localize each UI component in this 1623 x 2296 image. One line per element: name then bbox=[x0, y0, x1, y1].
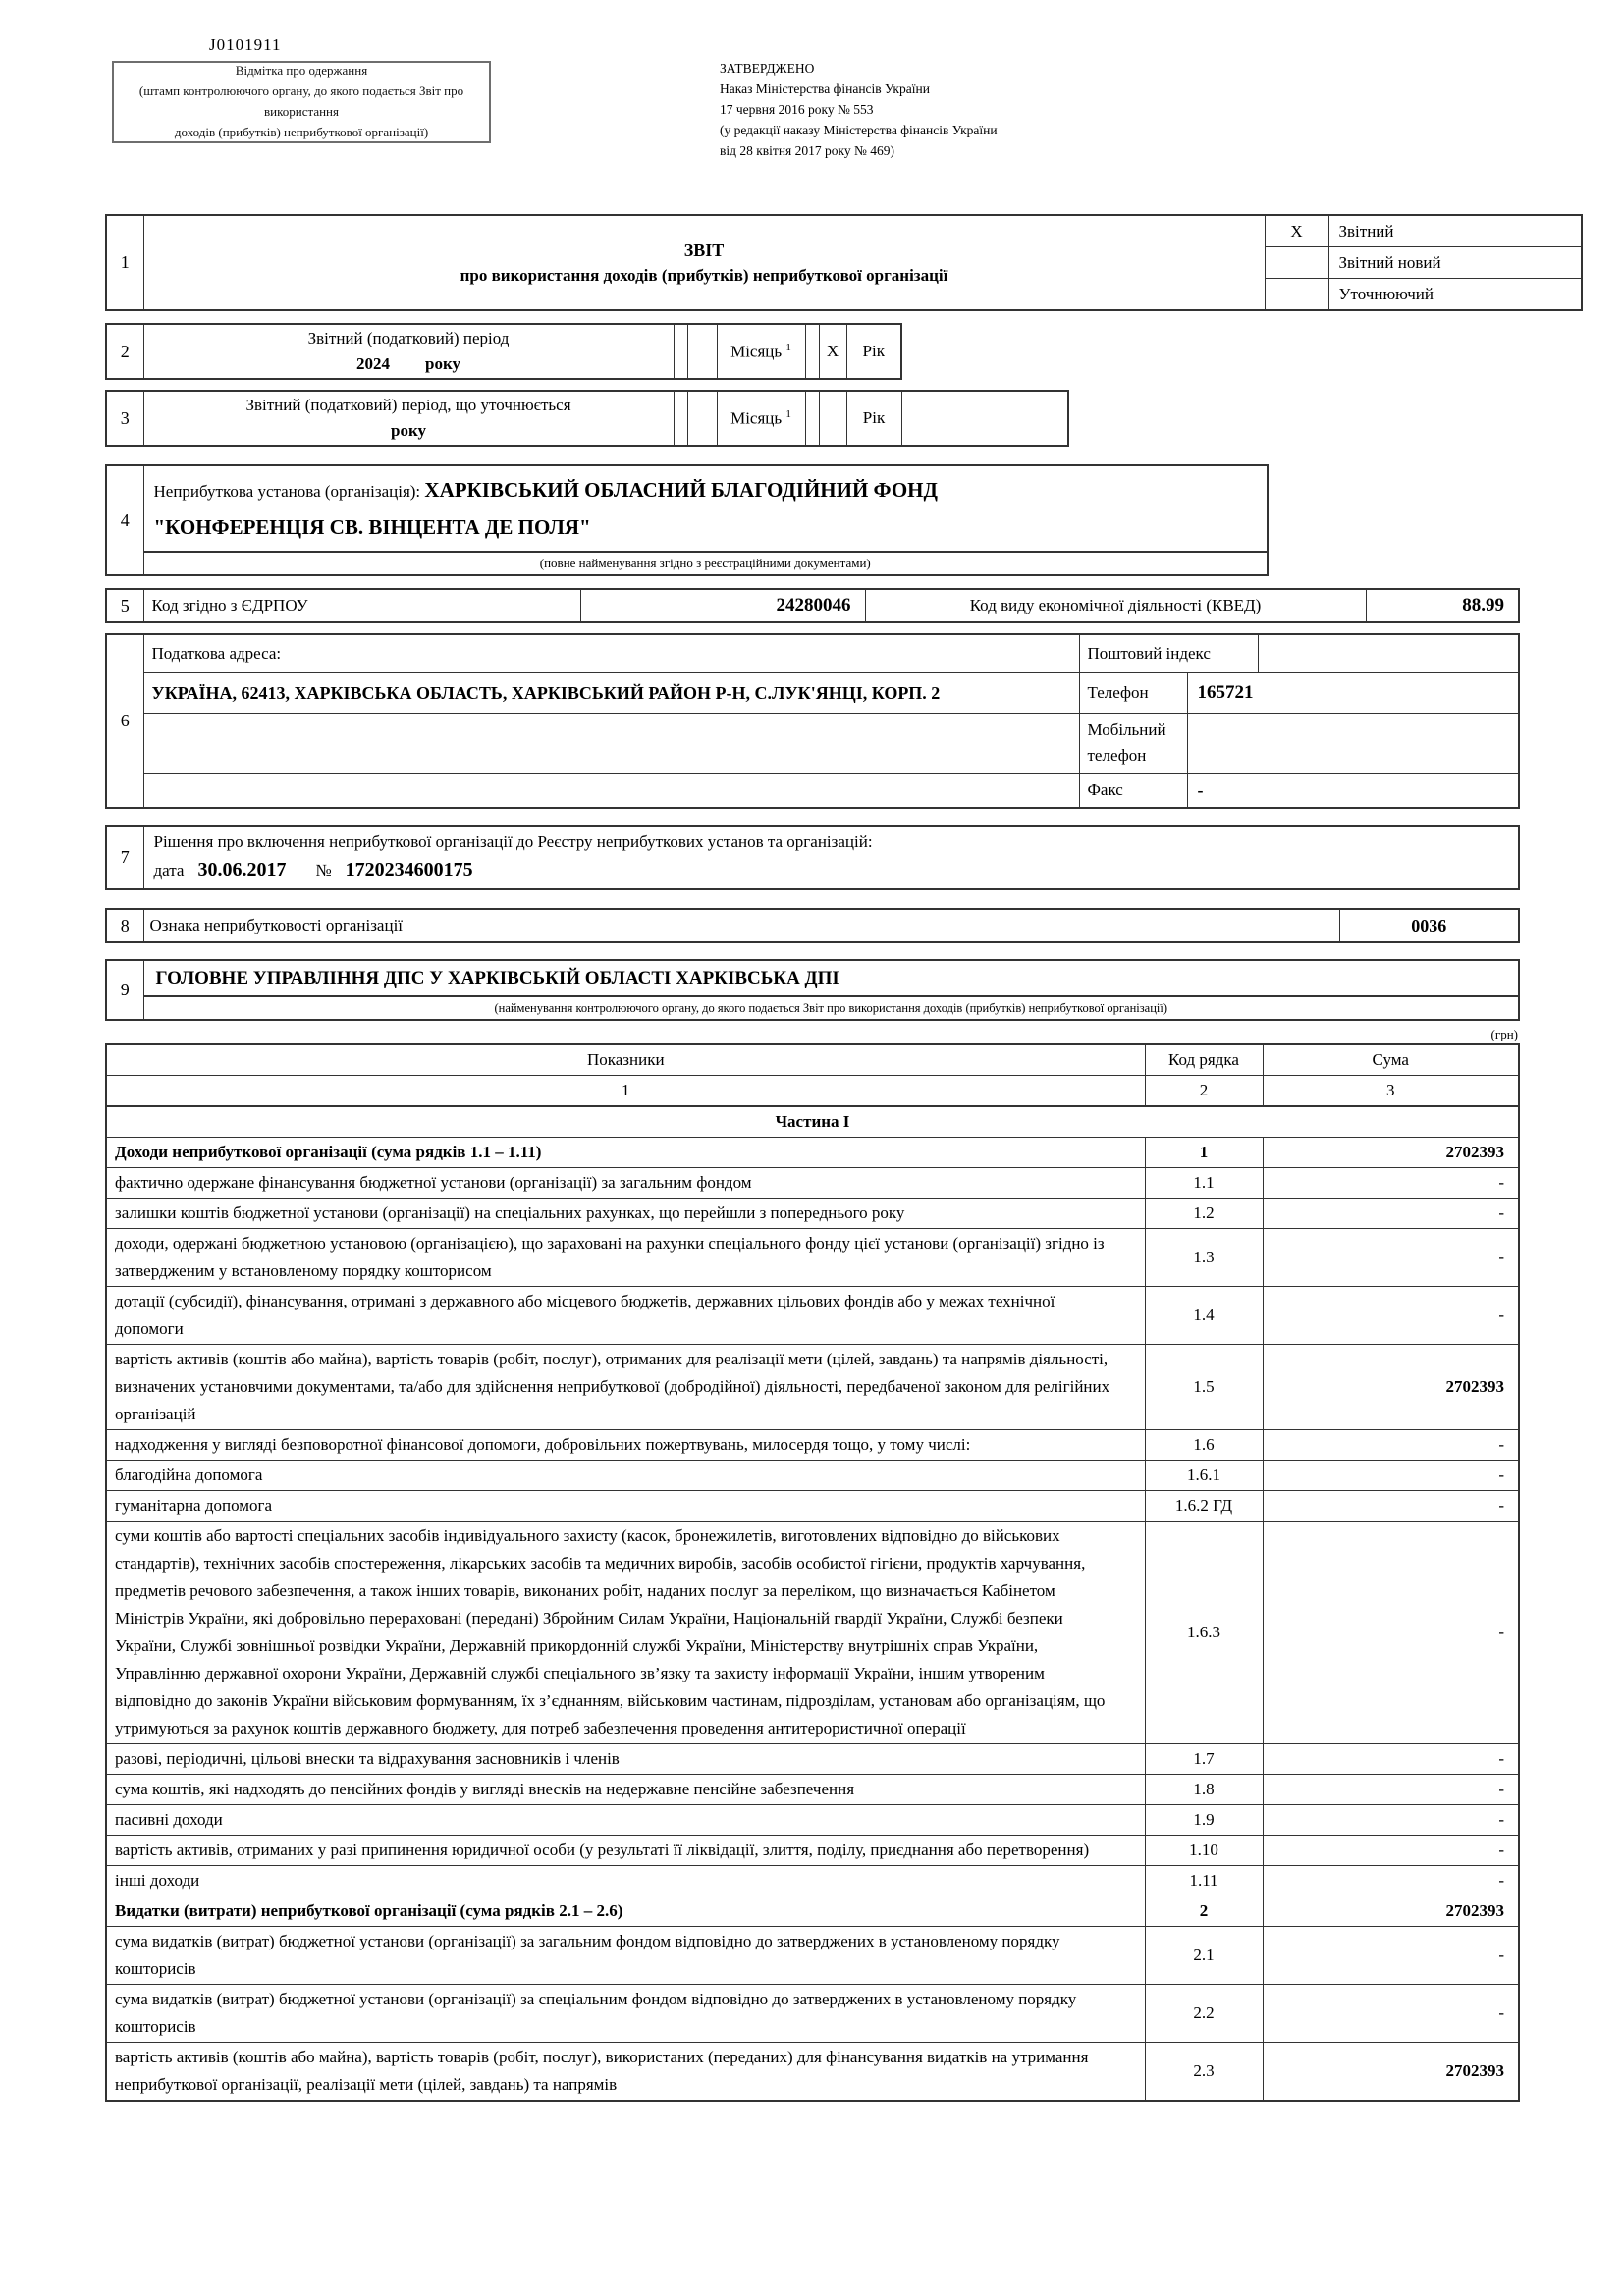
row-sum: - bbox=[1263, 1927, 1519, 1985]
period-year-value: 2024 bbox=[355, 354, 390, 373]
row-indicator-text: Видатки (витрати) неприбуткової організації (сума рядків 2.1 – 2.6) bbox=[106, 1896, 1145, 1927]
row-indicator-text: доходи, одержані бюджетною установою (організацією), що зараховані на рахунки спеціального фонду цієї установи (організації) згідно із затвердженим у встановленому порядку кошторисом bbox=[106, 1229, 1145, 1287]
row-code: 1.6.3 bbox=[1145, 1522, 1263, 1744]
row-code: 1.9 bbox=[1145, 1805, 1263, 1836]
row-sum: - bbox=[1263, 1805, 1519, 1836]
tax-address-label: Податкова адреса: bbox=[143, 634, 1079, 673]
empty-cell bbox=[143, 714, 1079, 774]
row-code: 1.8 bbox=[1145, 1775, 1263, 1805]
period-year-word: року bbox=[390, 421, 426, 440]
table-row bbox=[106, 1775, 1519, 1805]
part-title-row bbox=[106, 1106, 1519, 1138]
table-row bbox=[106, 1287, 1519, 1345]
row-indicator-text: Доходи неприбуткової організації (сума рядків 1.1 – 1.11) bbox=[106, 1138, 1145, 1168]
checkbox-zvitnyi-novyi bbox=[1265, 247, 1328, 279]
month-label: Місяць bbox=[730, 408, 783, 428]
row-sum: - bbox=[1263, 1775, 1519, 1805]
registry-number-value: 1720234600175 bbox=[345, 859, 473, 881]
section-5-codes bbox=[105, 588, 1520, 623]
approved-line: 17 червня 2016 року № 553 bbox=[720, 101, 874, 117]
table-row bbox=[106, 1199, 1519, 1229]
form-content bbox=[105, 214, 1588, 2102]
row-code: 2.2 bbox=[1145, 1985, 1263, 2043]
period-label-cell bbox=[143, 391, 674, 446]
controlling-authority-caption: (найменування контролюючого органу, до якого подається Звіт про використання доходів (прибутків) неприбуткової організації) bbox=[144, 995, 1519, 1019]
organization-name-cell bbox=[143, 465, 1268, 575]
form-code: J0101911 bbox=[209, 35, 282, 54]
row-code: 1.6.2 ГД bbox=[1145, 1491, 1263, 1522]
row-indicator-text: сума видатків (витрат) бюджетної установи (організації) за спеціальним фондом відповідно до затверджених в установленому порядку кошторисів bbox=[106, 1985, 1145, 2043]
stamp-line: Відмітка про одержання bbox=[235, 63, 368, 79]
mobile-phone-value bbox=[1187, 714, 1519, 774]
period-label: Звітний (податковий) період bbox=[307, 329, 510, 347]
row-code: 1.10 bbox=[1145, 1836, 1263, 1866]
stamp-line: доходів (прибутків) неприбуткової організації) bbox=[174, 124, 429, 139]
registry-decision-values bbox=[154, 855, 1509, 885]
checkbox-zvitnyi: X bbox=[1265, 215, 1328, 247]
table-row bbox=[106, 1836, 1519, 1866]
period-year-line bbox=[150, 418, 668, 444]
row-indicator-text: вартість активів, отриманих у разі припинення юридичної особи (у результаті її ліквідації, злиття, поділу, приєднання або перетворення) bbox=[106, 1836, 1145, 1866]
report-title-cell bbox=[143, 215, 1265, 310]
fax-value: - bbox=[1187, 774, 1519, 809]
year-label: Рік bbox=[846, 391, 901, 446]
column-number: 3 bbox=[1263, 1076, 1519, 1107]
row-indicator-text: суми коштів або вартості спеціальних засобів індивідуального захисту (касок, бронежилетів, виготовлених відповідно до військових стандартів), технічних засобів спостереження, лікарських засобів та медичних виробів, засобів особистої гігієни, продуктів харчування, предметів речового забезпечення, а також інших товарів, виконаних робіт, наданих послуг за переліком, що визначається Кабінетом Міністрів України, які добровільно перераховані (передані) Збройним Силам України, Національній гвардії України, Службі безпеки України, Службі зовнішньої розвідки України, Державній прикордонній службі України, Міністерству внутрішніх справ України, Управлінню державної охорони України, Державній службі спеціального зв’язку та захисту інформації України, іншим утвореним відповідно до законів України військовим формуванням, їх з’єднанням, військовим частинам, підрозділам, установам або організаціям, що утримуються за рахунок коштів державного бюджету, для потреб забезпечення проведення антитерористичної операції bbox=[106, 1522, 1145, 1744]
month-label-cell bbox=[717, 324, 805, 379]
section-number: 4 bbox=[106, 465, 143, 575]
row-indicator-text: вартість активів (коштів або майна), вартість товарів (робіт, послуг), використаних (переданих) для фінансування видатків на утримання неприбуткової організації, реалізації мети (цілей, завдань) та напрямів bbox=[106, 2043, 1145, 2102]
row-indicator-text: разові, періодичні, цільові внески та відрахування засновників і членів bbox=[106, 1744, 1145, 1775]
column-number: 2 bbox=[1145, 1076, 1263, 1107]
row-code: 1.11 bbox=[1145, 1866, 1263, 1896]
row-code: 1.2 bbox=[1145, 1199, 1263, 1229]
period-year-line bbox=[150, 351, 668, 377]
month-digit-box bbox=[674, 324, 687, 379]
section-2-reporting-period bbox=[105, 323, 902, 380]
postal-index-value bbox=[1258, 634, 1519, 673]
row-code: 1.7 bbox=[1145, 1744, 1263, 1775]
table-row bbox=[106, 1168, 1519, 1199]
month-label-cell bbox=[717, 391, 805, 446]
row-indicator-text: надходження у вигляді безповоротної фінансової допомоги, добровільних пожертвувань, милосердя тощо, у тому числі: bbox=[106, 1430, 1145, 1461]
kved-label: Код виду економічної діяльності (КВЕД) bbox=[865, 589, 1366, 622]
kved-value: 88.99 bbox=[1366, 589, 1519, 622]
section-number: 7 bbox=[106, 826, 143, 889]
row-code: 1.5 bbox=[1145, 1345, 1263, 1430]
registry-decision-cell bbox=[143, 826, 1519, 889]
section-4-organization-name bbox=[105, 464, 1269, 576]
row-sum: 2702393 bbox=[1263, 2043, 1519, 2102]
row-indicator-text: дотації (субсидії), фінансування, отримані з державного або місцевого бюджетів, державних цільових фондів або у межах технічної допомоги bbox=[106, 1287, 1145, 1345]
organization-name-line bbox=[144, 466, 979, 551]
spacer-box bbox=[805, 324, 819, 379]
row-sum: - bbox=[1263, 1168, 1519, 1199]
report-table-body bbox=[106, 1044, 1519, 2101]
edrpou-value: 24280046 bbox=[580, 589, 865, 622]
row-sum: - bbox=[1263, 1836, 1519, 1866]
row-code: 1.6 bbox=[1145, 1430, 1263, 1461]
row-code: 2.1 bbox=[1145, 1927, 1263, 1985]
section-number: 5 bbox=[106, 589, 143, 622]
organization-name-caption: (повне найменування згідно з реєстраційними документами) bbox=[144, 551, 1268, 574]
approved-line: ЗАТВЕРДЖЕНО bbox=[720, 61, 815, 76]
registry-decision-label: Рішення про включення неприбуткової організації до Реєстру неприбуткових установ та організацій: bbox=[153, 832, 873, 851]
controlling-authority-name: ГОЛОВНЕ УПРАВЛІННЯ ДПС У ХАРКІВСЬКІЙ ОБЛАСТІ ХАРКІВСЬКА ДПІ bbox=[155, 968, 839, 988]
section-7-registry-decision bbox=[105, 825, 1520, 890]
organization-name: ХАРКІВСЬКИЙ ОБЛАСНИЙ БЛАГОДІЙНИЙ ФОНД "КОНФЕРЕНЦІЯ СВ. ВІНЦЕНТА ДЕ ПОЛЯ" bbox=[153, 478, 938, 539]
nonprofit-code-label: Ознака неприбутковості організації bbox=[143, 909, 1339, 942]
row-sum: - bbox=[1263, 1866, 1519, 1896]
tax-address-value: УКРАЇНА, 62413, ХАРКІВСЬКА ОБЛАСТЬ, ХАРКІВСЬКИЙ РАЙОН Р-Н, С.ЛУК'ЯНЦІ, КОРП. 2 bbox=[143, 673, 1079, 714]
approved-line: Наказ Міністерства фінансів України bbox=[720, 80, 930, 96]
row-code: 1.6.1 bbox=[1145, 1461, 1263, 1491]
period-label-cell bbox=[143, 324, 674, 379]
section-9-controlling-authority bbox=[105, 959, 1520, 1021]
section-1-report-type bbox=[105, 214, 1583, 311]
row-code: 1.4 bbox=[1145, 1287, 1263, 1345]
part-title: Частина I bbox=[106, 1106, 1519, 1138]
table-row bbox=[106, 1522, 1519, 1744]
table-row bbox=[106, 1345, 1519, 1430]
table-row bbox=[106, 1805, 1519, 1836]
row-code: 1.1 bbox=[1145, 1168, 1263, 1199]
table-row bbox=[106, 1491, 1519, 1522]
section-number: 1 bbox=[106, 215, 143, 310]
row-code: 2.3 bbox=[1145, 2043, 1263, 2102]
column-number-row bbox=[106, 1076, 1519, 1107]
table-row bbox=[106, 1927, 1519, 1985]
row-sum: - bbox=[1263, 1744, 1519, 1775]
section-number: 2 bbox=[106, 324, 143, 379]
row-indicator-text: вартість активів (коштів або майна), вартість товарів (робіт, послуг), отриманих для реалізації мети (цілей, завдань) та напрямів діяльності, визначених установчими документами, та/або для здійснення неприбуткової (добродійної) діяльності, передбаченої законом для релігійних організацій bbox=[106, 1345, 1145, 1430]
month-digit-box bbox=[674, 391, 687, 446]
column-number: 1 bbox=[106, 1076, 1145, 1107]
fax-label: Факс bbox=[1079, 774, 1187, 809]
table-header-row bbox=[106, 1044, 1519, 1076]
row-sum: - bbox=[1263, 1491, 1519, 1522]
row-indicator-text: сума коштів, які надходять до пенсійних фондів у вигляді внесків на недержавне пенсійне забезпечення bbox=[106, 1775, 1145, 1805]
month-label: Місяць bbox=[730, 342, 783, 361]
header-line-code: Код рядка bbox=[1145, 1044, 1263, 1076]
row-sum: - bbox=[1263, 1522, 1519, 1744]
row-sum: - bbox=[1263, 1287, 1519, 1345]
table-row bbox=[106, 1896, 1519, 1927]
row-indicator-text: благодійна допомога bbox=[106, 1461, 1145, 1491]
phone-value: 165721 bbox=[1187, 673, 1519, 714]
empty-cell bbox=[143, 774, 1079, 809]
approved-line: (у редакції наказу Міністерства фінансів України bbox=[720, 122, 998, 137]
section-number: 8 bbox=[106, 909, 143, 942]
section-3-corrected-period bbox=[105, 390, 1069, 447]
checkbox-zvitnyi-novyi-label: Звітний новий bbox=[1328, 247, 1582, 279]
date-value: 30.06.2017 bbox=[197, 859, 287, 881]
row-code: 2 bbox=[1145, 1896, 1263, 1927]
row-sum: - bbox=[1263, 1985, 1519, 2043]
checkbox-utochnyuyuchyi bbox=[1265, 279, 1328, 311]
controlling-authority-cell bbox=[143, 960, 1519, 1020]
table-row bbox=[106, 1138, 1519, 1168]
row-sum: - bbox=[1263, 1430, 1519, 1461]
phone-label: Телефон bbox=[1079, 673, 1187, 714]
row-sum: - bbox=[1263, 1229, 1519, 1287]
period-label: Звітний (податковий) період, що уточнюється bbox=[245, 396, 571, 414]
month-footnote-ref: 1 bbox=[785, 341, 791, 353]
report-table bbox=[105, 1043, 1520, 2102]
year-label: Рік bbox=[846, 324, 901, 379]
row-indicator-text: пасивні доходи bbox=[106, 1805, 1145, 1836]
section-6-tax-address bbox=[105, 633, 1520, 809]
receipt-stamp-box bbox=[112, 61, 491, 143]
approved-line: від 28 квітня 2017 року № 469) bbox=[720, 142, 895, 158]
report-subtitle: про використання доходів (прибутків) неприбуткової організації bbox=[460, 265, 948, 285]
mobile-phone-label: Мобільний телефон bbox=[1079, 714, 1187, 774]
row-indicator-text: сума видатків (витрат) бюджетної установи (організації) за загальним фондом відповідно до затверджених в установленому порядку кошторисів bbox=[106, 1927, 1145, 1985]
approved-note bbox=[720, 59, 998, 162]
checkbox-zvitnyi-label: Звітний bbox=[1328, 215, 1582, 247]
month-footnote-ref: 1 bbox=[785, 407, 791, 420]
stamp-line: (штамп контролюючого органу, до якого подається Звіт про використання bbox=[138, 83, 464, 119]
row-sum: 2702393 bbox=[1263, 1345, 1519, 1430]
row-indicator-text: залишки коштів бюджетної установи (організації) на спеціальних рахунках, що перейшли з попереднього року bbox=[106, 1199, 1145, 1229]
section-number: 9 bbox=[106, 960, 143, 1020]
table-row bbox=[106, 1866, 1519, 1896]
checkbox-utochnyuyuchyi-label: Уточнюючий bbox=[1328, 279, 1582, 311]
table-row bbox=[106, 1744, 1519, 1775]
postal-index-label: Поштовий індекс bbox=[1079, 634, 1258, 673]
row-indicator-text: фактично одержане фінансування бюджетної установи (організації) за загальним фондом bbox=[106, 1168, 1145, 1199]
spacer-box bbox=[805, 391, 819, 446]
row-indicator-text: інші доходи bbox=[106, 1866, 1145, 1896]
section-8-nonprofit-code bbox=[105, 908, 1520, 943]
period-year-word: року bbox=[424, 354, 460, 373]
month-value-box bbox=[687, 391, 717, 446]
year-checkbox: X bbox=[819, 324, 846, 379]
number-sign: № bbox=[315, 861, 332, 880]
row-sum: 2702393 bbox=[1263, 1896, 1519, 1927]
nonprofit-code-value: 0036 bbox=[1339, 909, 1519, 942]
empty-cell bbox=[901, 391, 1068, 446]
row-sum: - bbox=[1263, 1199, 1519, 1229]
row-indicator-text: гуманітарна допомога bbox=[106, 1491, 1145, 1522]
organization-label: Неприбуткова установа (організація): bbox=[153, 482, 421, 501]
month-value-box bbox=[687, 324, 717, 379]
table-row bbox=[106, 2043, 1519, 2102]
section-number: 6 bbox=[106, 634, 143, 808]
currency-note: (грн) bbox=[1490, 1027, 1518, 1041]
row-code: 1.3 bbox=[1145, 1229, 1263, 1287]
table-row bbox=[106, 1229, 1519, 1287]
row-sum: - bbox=[1263, 1461, 1519, 1491]
header-indicators: Показники bbox=[106, 1044, 1145, 1076]
section-number: 3 bbox=[106, 391, 143, 446]
header-sum: Сума bbox=[1263, 1044, 1519, 1076]
table-row bbox=[106, 1430, 1519, 1461]
year-checkbox bbox=[819, 391, 846, 446]
row-code: 1 bbox=[1145, 1138, 1263, 1168]
edrpou-label: Код згідно з ЄДРПОУ bbox=[143, 589, 580, 622]
table-row bbox=[106, 1461, 1519, 1491]
report-title: ЗВІТ bbox=[683, 240, 725, 260]
row-sum: 2702393 bbox=[1263, 1138, 1519, 1168]
table-row bbox=[106, 1985, 1519, 2043]
date-label: дата bbox=[153, 861, 185, 880]
